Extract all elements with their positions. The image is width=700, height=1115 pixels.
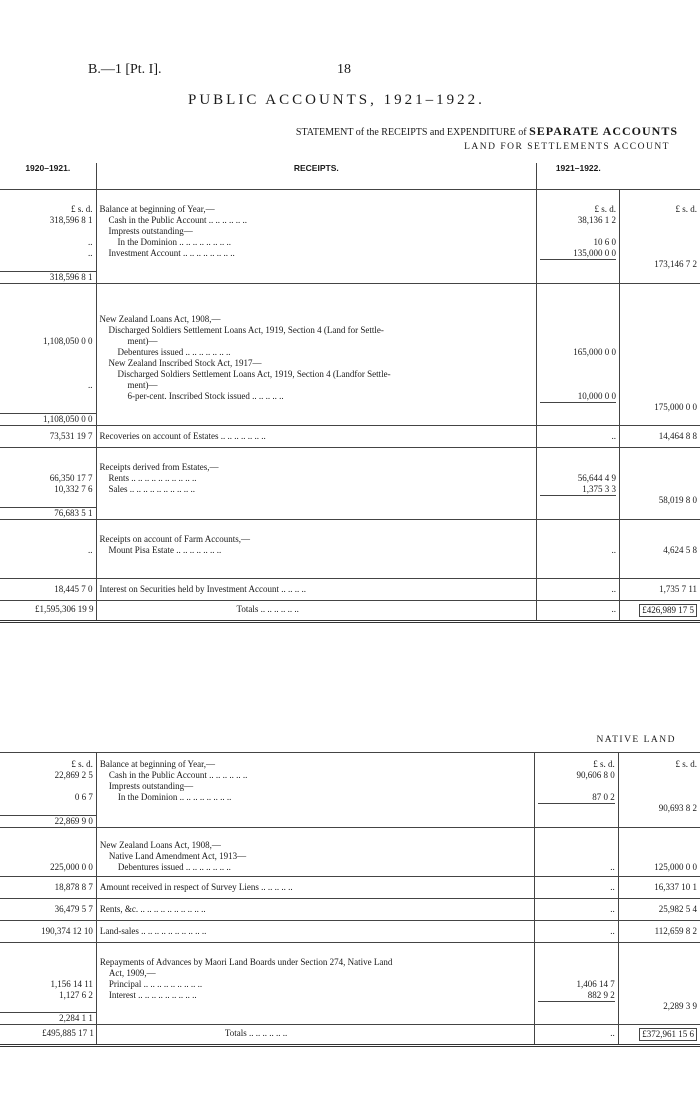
cell [3,369,93,380]
cell: £ s. d. [675,204,697,214]
cell: Balance at beginning of Year,— [99,204,215,214]
table-row [0,827,700,876]
cell: .. [610,861,615,872]
cell: 16,337 10 1 [618,876,700,898]
cell: In the Dominion .. .. .. .. .. .. .. .. [117,237,232,247]
cell: 58,019 8 0 [658,495,697,505]
table-row [0,753,700,816]
cell: 10,000 0 0 [577,390,617,401]
cell: ment)— [127,379,158,390]
cell: 10 6 0 [593,237,617,247]
cell [540,259,616,271]
table-row [0,271,700,283]
cell: Repayments of Advances by Maori Land Boards under Section 274, Native Land [99,956,393,967]
cell: 1,375 3 3 [582,484,617,494]
cell: 6-per-cent. Inscribed Stock issued .. .. .. .. .. [127,390,284,401]
cell [3,347,93,358]
cell [623,226,697,237]
cell: 4,624 5 8 [663,544,697,555]
cell: ment)— [127,335,158,346]
table-row [0,942,700,1013]
cell: Land-sales .. .. .. .. .. .. .. .. .. .. [96,920,534,942]
cell: Investment Account .. .. .. .. .. .. .. .. [108,248,235,258]
cell: Rents, &c. .. .. .. .. .. .. .. .. .. .. [96,898,534,920]
totals-row [0,600,700,621]
cell: 165,000 0 0 [573,346,617,357]
cell: Receipts on account of Farm Accounts,— [99,533,251,544]
table-row [0,414,700,426]
cell: .. [88,544,93,555]
cell: 190,374 12 10 [0,920,96,942]
cell: Sales .. .. .. .. .. .. .. .. .. .. [108,484,196,494]
table-row [0,448,700,508]
cell: .. [88,248,93,258]
cell: £1,595,306 19 9 [0,600,96,621]
cell: .. [535,876,619,898]
cell: In the Dominion .. .. .. .. .. .. .. .. [117,792,232,802]
cell: £ s. d. [71,759,93,769]
cell: 56,644 4 9 [577,473,617,483]
cell: Balance at beginning of Year,— [99,759,216,769]
cell: 125,000 0 0 [654,861,697,872]
cell: Native Land Amendment Act, 1913— [108,850,247,861]
subtotal-cell: 2,284 1 1 [0,1013,96,1025]
cell: 66,350 17 7 [49,473,93,483]
cell: Amount received in respect of Survey Liens .. .. .. .. .. [96,876,534,898]
cell: Principal .. .. .. .. .. .. .. .. .. [108,978,203,989]
land-settlements-receipts-table [0,163,700,623]
totals-row [0,1025,700,1046]
cell [623,237,697,248]
cell: Totals .. .. .. .. .. .. [96,600,537,621]
page-title: PUBLIC ACCOUNTS, 1921–1922. [188,92,485,108]
cell: 1,735 7 11 [620,578,700,600]
cell: 173,146 7 2 [654,259,697,269]
cell: Discharged Soldiers Settlement Loans Act, 1919, Section 4 (Land for Settle- [108,324,384,335]
cell: 25,982 5 4 [618,898,700,920]
account-title-native-land: NATIVE LAND [596,735,676,745]
cell: Rents .. .. .. .. .. .. .. .. .. .. [108,473,197,483]
cell [3,314,93,325]
cell: £ s. d. [594,204,617,214]
cell: Mount Pisa Estate .. .. .. .. .. .. .. [108,544,222,555]
statement-prefix: STATEMENT of the RECEIPTS and EXPENDITURE of [295,127,527,138]
cell: 14,464 8 8 [620,426,700,448]
cell: Totals .. .. .. .. .. .. [96,1025,534,1046]
cell [3,325,93,336]
account-title-land-settlements: LAND FOR SETTLEMENTS ACCOUNT [464,142,670,152]
cell: 36,479 5 7 [0,898,96,920]
cell: £ s. d. [71,204,93,214]
cell: 38,136 1 2 [577,215,617,225]
cell [3,358,93,369]
cell: Receipts derived from Estates,— [99,462,219,472]
cell: 225,000 0 0 [50,861,93,872]
cell: Cash in the Public Account .. .. .. .. .. .. [108,215,248,225]
cell: 0 6 7 [74,792,93,802]
cell: .. [537,578,620,600]
cell: 318,596 8 1 [49,215,93,225]
cell [623,248,697,259]
cell: Imprests outstanding— [108,781,194,791]
cell: 1,156 14 11 [50,978,93,989]
cell [3,226,93,237]
cell: Interest .. .. .. .. .. .. .. .. .. [108,989,197,1000]
col-receipts: RECEIPTS. [96,163,537,190]
subtotal-cell: 1,108,050 0 0 [0,414,96,426]
statement-bold: SEPARATE ACCOUNTS [529,124,678,138]
table-row [0,426,700,448]
cell: .. [537,426,620,448]
native-land-receipts-table [0,752,700,1047]
column-header-row [0,163,700,190]
cell: £495,885 17 1 [0,1025,96,1046]
cell: 882 9 2 [587,989,615,1000]
table-row [0,507,700,519]
cell [3,259,93,270]
cell: Act, 1909,— [108,967,156,978]
col-current-year-total [620,163,700,190]
cell: 1,108,050 0 0 [43,335,93,346]
table-row [0,1013,700,1025]
table-row [0,283,700,414]
cell: .. [537,600,620,621]
subtotal-cell: 22,869 9 0 [0,815,96,827]
subtotal-cell: 318,596 8 1 [0,271,96,283]
cell: 135,000 0 0 [573,248,617,258]
cell: 18,445 7 0 [0,578,96,600]
cell: £372,961 15 6 [639,1028,697,1041]
page-number: 18 [337,62,351,77]
table-row [0,815,700,827]
cell: New Zealand Loans Act, 1908,— [99,313,221,324]
cell: 2,289 3 9 [663,1000,697,1011]
cell: 10,332 7 6 [54,484,93,494]
cell: £ s. d. [675,759,697,769]
cell: .. [535,898,619,920]
cell: Discharged Soldiers Settlement Loans Act, 1919, Section 4 (Landfor Settle- [117,368,391,379]
cell: Recoveries on account of Estates .. .. .. .. .. .. .. [96,426,537,448]
cell: 175,000 0 0 [654,401,697,412]
cell: £ s. d. [593,759,615,769]
cell: 87 0 2 [592,792,615,802]
table-row [0,920,700,942]
col-current-year: 1921–1922. [537,163,620,190]
cell: New Zealand Inscribed Stock Act, 1917— [108,357,262,368]
cell: Debentures issued .. .. .. .. .. .. .. [117,346,231,357]
cell: 90,693 8 2 [658,803,697,813]
cell: Interest on Securities held by Investment Account .. .. .. .. [96,578,537,600]
cell: .. [611,544,617,555]
table-row [0,190,700,272]
cell: Cash in the Public Account .. .. .. .. .. .. [108,770,248,780]
cell: 73,531 19 7 [0,426,96,448]
cell: 112,659 8 2 [618,920,700,942]
cell: .. [88,379,93,390]
col-prev-year: 1920–1921. [0,163,96,190]
subtotal-cell: 76,683 5 1 [0,507,96,519]
cell: .. [88,237,93,247]
cell: 1,406 14 7 [576,978,615,989]
cell: Debentures issued .. .. .. .. .. .. .. [117,861,231,872]
cell [623,215,697,226]
table-row [0,519,700,578]
table-row [0,578,700,600]
cell: New Zealand Loans Act, 1908,— [99,839,221,850]
cell: Imprests outstanding— [108,226,193,236]
cell: .. [535,920,619,942]
statement-heading [296,124,678,139]
table-row [0,898,700,920]
cell [540,226,616,237]
cell: .. [535,1025,619,1046]
table-row [0,876,700,898]
cell: 1,127 6 2 [59,989,93,1000]
document-reference: B.—1 [Pt. I]. [88,62,162,77]
cell [100,259,534,270]
cell: 22,869 2 5 [54,770,93,780]
cell: 18,878 8 7 [0,876,96,898]
cell: £426,989 17 5 [639,604,697,617]
cell: 90,606 8 0 [576,770,615,780]
